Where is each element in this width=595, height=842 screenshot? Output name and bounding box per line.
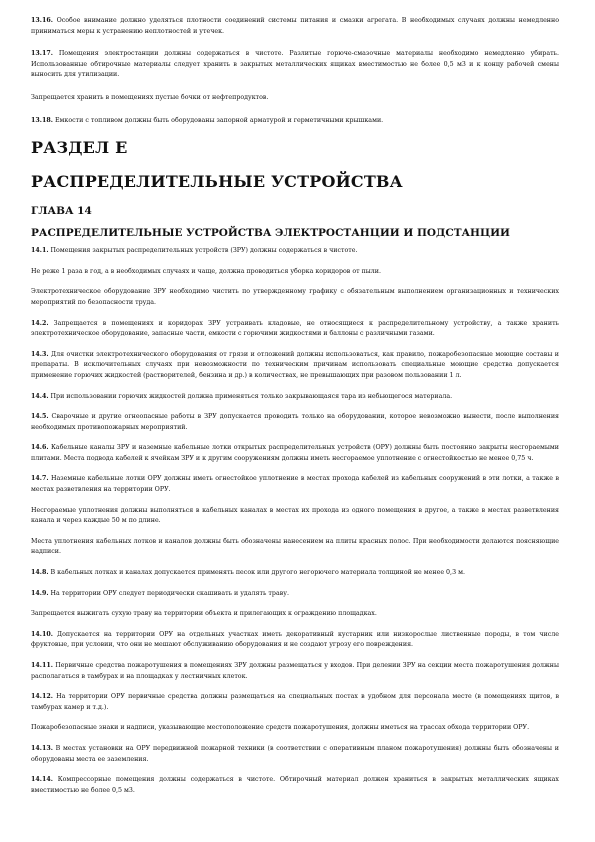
clause-number: 14.10. [31, 630, 53, 638]
chapter-heading: ГЛАВА 14 [31, 205, 92, 218]
paragraph-13-18 [31, 116, 559, 127]
paragraph-text: На территории ОРУ первичные средства должны размещаться на специальных постах в удобном для персонала месте (в помещениях щитов, в тамбурах камер и т.д.). [31, 693, 559, 711]
paragraph-text: Для очистки электротехнического оборудования от грязи и отложений должны использоваться, как правило, пожаробезопасные моющие составы и препараты. В исключительных случаях при невозможности по техническим причинам использовать специальные моющие средства допускается применение горючих жидкостей (растворителей, бензина и др.) в количествах, не превышающих при разовом пользовании 1 л. [31, 350, 559, 379]
paragraph-text: В кабельных лотках и каналах допускается применять песок или другого негорючего материала толщиной не менее 0,3 м. [50, 569, 465, 577]
paragraph-text: Емкости с топливом должны быть оборудованы запорной арматурой и герметичными крышками. [54, 116, 384, 124]
paragraph-14-2 [31, 319, 559, 340]
paragraph-text: Не реже 1 раза в год, а в необходимых случаях и чаще, должна проводиться уборка коридоров от пыли. [31, 267, 381, 275]
clause-number: 14.1. [31, 247, 49, 255]
clause-number: 13.17. [31, 50, 53, 58]
paragraph-14-10 [31, 630, 559, 651]
paragraph-13-17 [31, 49, 559, 81]
clause-number: 14.9. [31, 589, 49, 597]
chapter-title: РАСПРЕДЕЛИТЕЛЬНЫЕ УСТРОЙСТВА ЭЛЕКТРОСТАНЦИИ И ПОДСТАНЦИИ [31, 227, 510, 240]
clause-number: 14.14. [31, 776, 53, 784]
paragraph-text: В местах установки на ОРУ передвижной пожарной техники (в соответствии с оперативным планом пожаротушения) должны быть обозначены и оборудованы места ее заземления. [31, 744, 559, 763]
paragraph-14-6 [31, 443, 559, 464]
paragraph-14-14 [31, 775, 559, 796]
paragraph-text: Особое внимание должно уделяться плотности соединений системы питания и смазки агрегата. В необходимых случаях должны немедленно приниматься меры к устранению неплотностей и утечек. [31, 17, 559, 35]
paragraph-14-1-b [31, 267, 559, 278]
paragraph-14-1-c [31, 287, 559, 308]
paragraph-14-12-b [31, 723, 559, 734]
paragraph-14-7-c [31, 537, 559, 558]
paragraph-14-8 [31, 568, 559, 579]
clause-number: 14.11. [31, 662, 53, 669]
paragraph-14-13 [31, 744, 559, 765]
paragraph-text: Запрещается хранить в помещениях пустые бочки от нефтепродуктов. [31, 93, 269, 101]
paragraph-14-1 [31, 246, 559, 257]
paragraph-text: Места уплотнения кабельных лотков и каналов должны быть обозначены нанесением на плиты красных полос. При необходимости делаются поясняющие надписи. [31, 537, 559, 556]
paragraph-14-7 [31, 474, 559, 495]
paragraph-14-7-b [31, 506, 559, 527]
paragraph-text: Электротехническое оборудование ЗРУ необходимо чистить по утвержденному графику с обязательным выполнением организационных и технических мероприятий по безопасности труда. [31, 288, 559, 306]
clause-number: 14.7. [31, 475, 49, 483]
paragraph-text: Первичные средства пожаротушения в помещениях ЗРУ должны размещаться у входов. При делении ЗРУ на секции места пожаротушения должны располагаться в тамбурах и на площадках у лестничных клеток. [31, 662, 559, 680]
clause-number: 13.18. [31, 116, 53, 124]
paragraph-text: Наземные кабельные лотки ОРУ должны иметь огнестойкое уплотнение в местах прохода кабелей из кабельных сооружений в эти лотки, а также в местах разветвления на территории ОРУ. [31, 475, 559, 494]
clause-number: 14.3. [31, 350, 49, 358]
paragraph-13-16 [31, 16, 559, 37]
paragraph-text: Сварочные и другие огнеопасные работы в ЗРУ допускается проводить только на оборудовании, которое невозможно вынести, после выполнения необходимых противопожарных мероприятий. [31, 413, 559, 431]
clause-number: 14.2. [31, 319, 49, 327]
paragraph-text: Кабельные каналы ЗРУ и наземные кабельные лотки открытых распределительных устройств (ОРУ) должны быть постоянно закрыты несгораемыми плитами. Места подвода кабелей к ячейкам ЗРУ и к другим сооружениям должны иметь несгораемое уплотнение с огнестойкостью не менее 0,75 ч. [31, 444, 559, 462]
clause-number: 14.12. [31, 693, 53, 701]
paragraph-text: Помещения электростанции должны содержаться в чистоте. Разлитые горюче-смазочные материалы необходимо немедленно убирать. Использованные обтирочные материалы следует хранить в закрытых металлических ящиках вместимостью не более 0,5 м3 и к концу рабочей смены выносить для утилизации. [31, 50, 559, 79]
paragraph-14-11 [31, 661, 559, 682]
clause-number: 14.6. [31, 444, 49, 452]
clause-number: 14.13. [31, 744, 53, 752]
paragraph-14-9-b [31, 609, 559, 620]
paragraph-14-3 [31, 350, 559, 382]
paragraph-text: Помещения закрытых распределительных устройств (ЗРУ) должны содержаться в чистоте. [50, 247, 358, 255]
paragraph-text: Запрещается выжигать сухую траву на территории объекта и прилегающих к ограждению площадках. [31, 610, 377, 618]
section-name: РАСПРЕДЕЛИТЕЛЬНЫЕ УСТРОЙСТВА [31, 172, 403, 192]
paragraph-text: Пожаробезопасные знаки и надписи, указывающие местоположение средств пожаротушения, должны иметься на трассах обхода территории ОРУ. [31, 724, 530, 732]
paragraph-14-4 [31, 392, 559, 403]
paragraph-text: Компрессорные помещения должны содержаться в чистоте. Обтирочный материал должен храниться в закрытых металлических ящиках вместимостью не более 0,5 м3. [31, 776, 559, 794]
paragraph-14-12 [31, 692, 559, 713]
clause-number: 14.5. [31, 413, 49, 421]
clause-number: 13.16. [31, 17, 53, 24]
paragraph-text: Несгораемые уплотнения должны выполняться в кабельных каналах в местах их прохода из одного помещения в другое, а также в местах разветвления канала и через каждые 50 м по длине. [31, 506, 559, 525]
clause-number: 14.4. [31, 392, 49, 400]
section-title: РАЗДЕЛ Е [31, 138, 128, 158]
paragraph-14-5 [31, 412, 559, 433]
paragraph-text: При использовании горючих жидкостей должна применяться только закрывающаяся тара из небьющегося материала. [50, 392, 453, 400]
paragraph-14-9 [31, 589, 559, 600]
paragraph-text: На территории ОРУ следует периодически скашивать и удалять траву. [50, 589, 289, 597]
paragraph-13-17-b [31, 93, 559, 104]
paragraph-text: Допускается на территории ОРУ на отдельных участках иметь декоративный кустарник или низкорослые лиственные породы, в том числе фруктовые, при условии, что они не мешают обслуживанию оборудования и не создают угрозу его повреждения. [31, 630, 559, 649]
clause-number: 14.8. [31, 569, 49, 577]
paragraph-text: Запрещается в помещениях и коридорах ЗРУ устраивать кладовые, не относящиеся к распределительному устройству, а также хранить электротехническое оборудование, запасные части, емкости с горючими жидкостями и баллоны с различными газами. [31, 319, 559, 338]
